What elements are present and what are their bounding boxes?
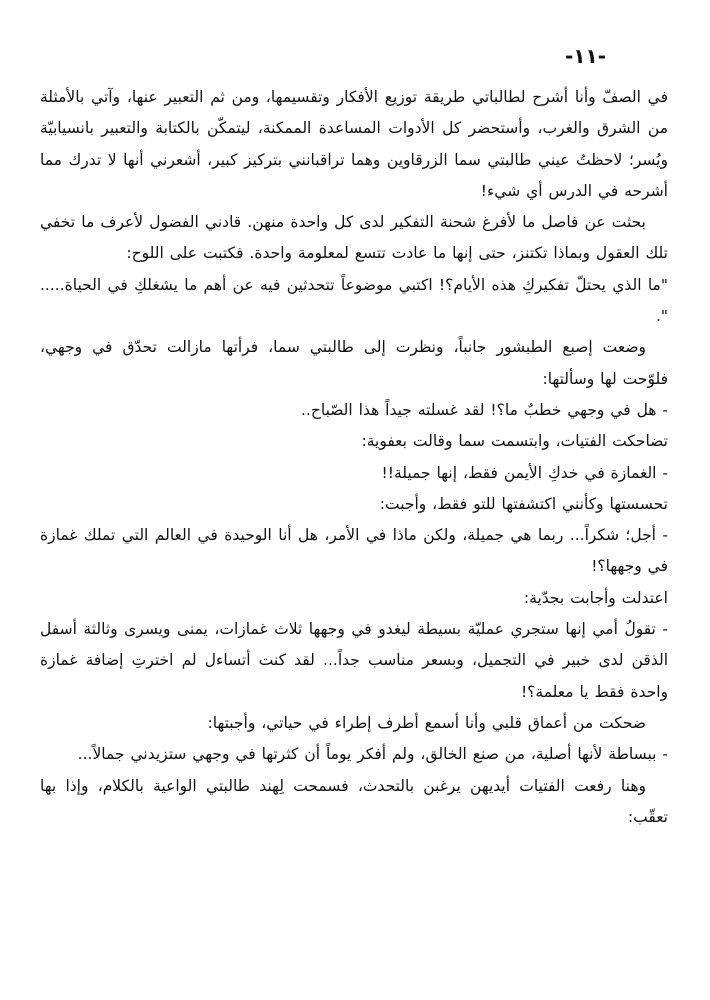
paragraph: - ببساطة لأنها أصلية، من صنع الخالق، ولم أفكر يوماً أن كثرتها في وجهي ستزيدني جمالاً...	[77, 745, 668, 764]
paragraph: - الغمازة في خدكِ الأيمن فقط، إنها جميلة!!	[381, 463, 668, 482]
paragraph: بحثت عن فاصل ما لأفرغ شحنة التفكير لدى كل واحدة منهن. قادني الفضول لأعرف ما تخفي تلك العقول وبماذا تكتنز، حتى إنها ما عادت تتسع لمعلومة واحدة. فكتبت على اللوح:	[40, 213, 668, 263]
paragraph: وهنا رفعت الفتيات أيديهن يرغبن بالتحدث، فسمحت لِهند طالبتي الواعية بالكلام، وإذا بها تعقّب:	[40, 776, 668, 826]
body-text	[40, 82, 668, 833]
paragraph: تضاحكت الفتيات، وابتسمت سما وقالت بعفوية:	[361, 432, 668, 451]
paragraph: - تقولُ أمي إنها ستجري عمليّة بسيطة ليغدو في وجهها ثلاث غمازات، يمنى ويسرى وثالثة أسفل الذقن لدى خبير في التجميل، وبسعر مناسب جداً... لقد كنت أتساءل لم اخترتِ إضافة غمازة واحدة فقط يا معلمة؟!	[40, 620, 668, 701]
paragraph: ضحكت من أعماق قلبي وأنا أسمع أطرف إطراء في حياتي، وأجبتها:	[207, 713, 646, 732]
page-number: -١١-	[564, 44, 606, 68]
paragraph: - هل في وجهي خطبٌ ما؟! لقد غسلته جيداً هذا الصّباح..	[300, 400, 668, 419]
paragraph: تحسستها وكأنني اكتشفتها للتو فقط، وأجبت:	[379, 494, 668, 513]
paragraph: اعتدلت وأجابت بجدّية:	[523, 588, 668, 607]
paragraph: - أجل؛ شكراً... ربما هي جميلة، ولكن ماذا في الأمر، هل أنا الوحيدة في العالم التي تملك غمازة في وجهها؟!	[40, 526, 668, 576]
paragraph: وضعت إصبع الطبشور جانباً، ونظرت إلى طالبتي سما، فرأتها مازالت تحدّق في وجهي، فلوّحت لها وسألتها:	[40, 338, 668, 388]
paragraph: في الصفّ وأنا أشرح لطالباتي طريقة توزيع الأفكار وتقسيمها، ومن ثم التعبير عنها، وآتي بالأمثلة من الشرق والغرب، وأستحضر كل الأدوات المساعدة الممكنة، ليتمكّن بالكتابة والتعبير بانسيابيّة ويُسر؛ لاحظتُ عيني طالبتي سما الزرقاوين وهما تراقبانني بتركيز كبير، أشعرني أنها لا تدرك مما أشرحه في الدرس أي شيء!	[40, 88, 668, 200]
paragraph: "ما الذي يحتلّ تفكيركِ هذه الأيام؟! اكتبي موضوعاً تتحدثين فيه عن أهم ما يشغلكِ في الحياة..... ".	[40, 275, 668, 326]
